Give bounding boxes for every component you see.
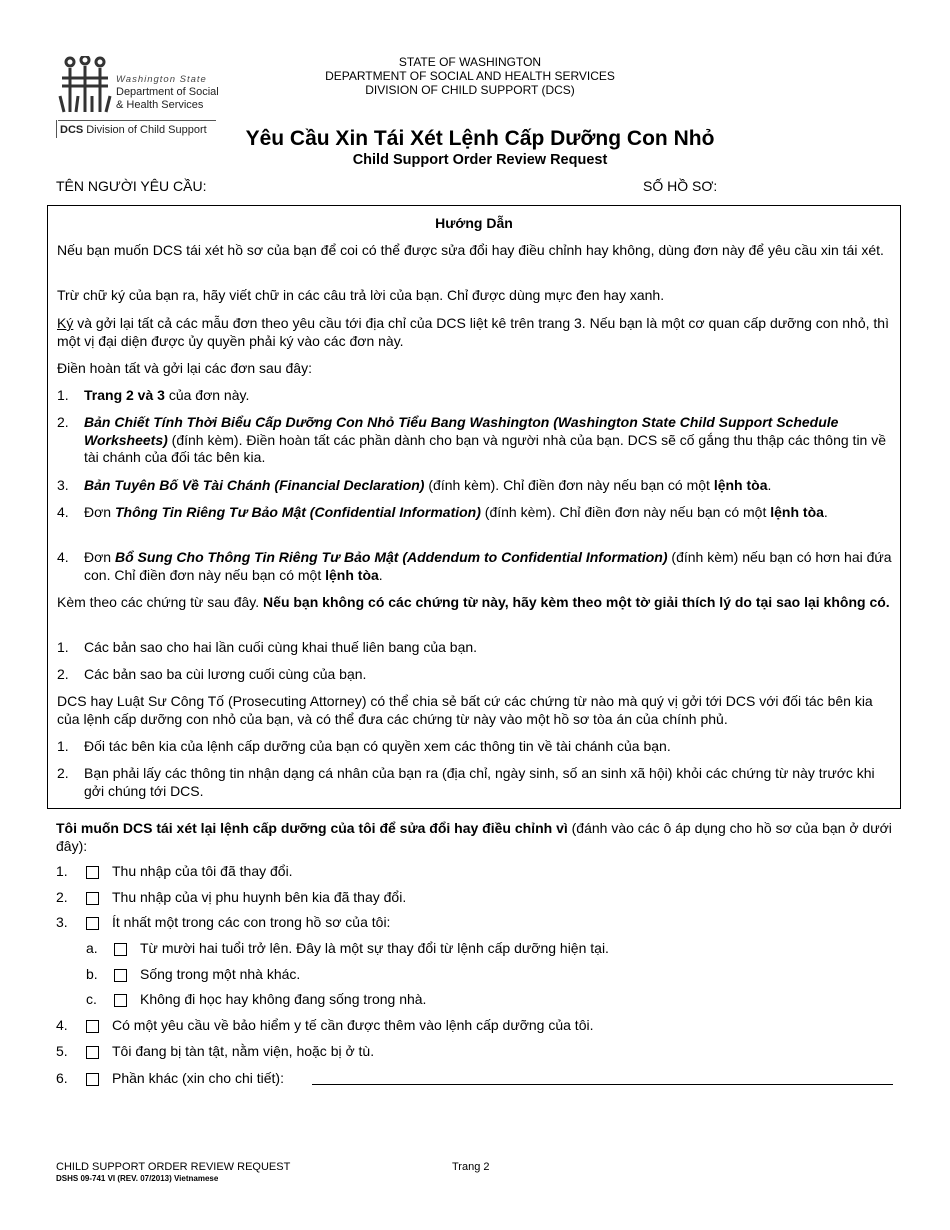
- doc-item-1: Các bản sao cho hai lần cuối cùng khai thuế liên bang của bạn.: [84, 639, 478, 655]
- doc-item-number: 1.: [57, 639, 69, 655]
- page-title: Yêu Cầu Xin Tái Xét Lệnh Cấp Dưỡng Con Nhỏ: [245, 127, 715, 150]
- logo-dept-line1: Department of Social: [116, 86, 219, 98]
- question-child-age-twelve: Từ mười hai tuổi trở lên. Đây là một sự thay đổi từ lệnh cấp dưỡng hiện tại.: [140, 940, 609, 956]
- question-number: 2.: [56, 889, 68, 905]
- form-item-number: 3.: [57, 477, 69, 493]
- form-item-number: 1.: [57, 387, 69, 403]
- form-item-2-text: (đính kèm). Điền hoàn tất các phần dành cho bạn và người nhà của bạn. DCS sẽ cố gắng thu thập các thông tin về tài chánh của đối tác bên kia.: [84, 431, 887, 465]
- form-item-5-end: .: [378, 566, 383, 583]
- instructions-p1: Nếu bạn muốn DCS tái xét hồ sơ của bạn để coi có thể được sửa đổi hay điều chỉnh hay không, dùng đơn này để yêu cầu xin tái xét.: [57, 242, 884, 258]
- question-number: 3.: [56, 914, 68, 930]
- form-item-4-bold: lệnh tòa: [770, 504, 824, 520]
- logo-divider: [58, 120, 216, 121]
- form-item-2: [84, 414, 892, 467]
- question-health-insurance: Có một yêu cầu về bảo hiểm y tế cần được thêm vào lệnh cấp dưỡng của tôi.: [112, 1017, 594, 1033]
- form-item-2-title: Bản Chiết Tính Thời Biểu Cấp Dưỡng Con Nhỏ Tiểu Bang Washington (Washington State Child Support Schedule Worksheets): [84, 414, 839, 448]
- form-item-number: 4.: [57, 549, 69, 565]
- case-number-label: SỐ HỒ SƠ:: [643, 178, 718, 194]
- form-item-3-text: (đính kèm). Chỉ điền đơn này nếu bạn có một: [424, 477, 714, 493]
- agency-line2: DEPARTMENT OF SOCIAL AND HEALTH SERVICES: [325, 69, 615, 83]
- logo-divider-tick: [56, 120, 57, 138]
- form-item-5-title: Bổ Sung Cho Thông Tin Riêng Tư Bảo Mật (Addendum to Confidential Information): [114, 549, 668, 565]
- checkbox-income-changed[interactable]: [86, 866, 99, 879]
- question-child-not-in-school: Không đi học hay không đang sống trong nhà.: [140, 991, 427, 1007]
- footer-form-number: DSHS 09-741 VI (REV. 07/2013) Vietnamese: [56, 1174, 219, 1183]
- instructions-p5: [57, 594, 891, 612]
- checkbox-child-age-twelve[interactable]: [114, 943, 127, 956]
- form-item-5-text: (đính kèm) nếu bạn có hơn hai đứa con. Chỉ điền đơn này nếu bạn có một: [84, 549, 892, 583]
- question-number: 5.: [56, 1043, 68, 1059]
- form-item-5: [84, 549, 892, 584]
- question-child-condition: Ít nhất một trong các con trong hồ sơ của tôi:: [112, 914, 391, 930]
- note-item-2: Bạn phải lấy các thông tin nhận dạng cá nhân của bạn ra (địa chỉ, ngày sinh, số an sinh xã hội) khỏi các chứng từ này trước khi gởi chúng tới DCS.: [84, 765, 875, 799]
- subquestion-letter: b.: [86, 966, 98, 982]
- form-item-1-bold: Trang 2 và 3: [84, 387, 165, 403]
- requester-name-label: TÊN NGƯỜI YÊU CẦU:: [56, 178, 207, 194]
- form-item-4-text: (đính kèm). Chỉ điền đơn này nếu bạn có một: [480, 504, 771, 520]
- request-intro: [56, 820, 896, 855]
- question-other-reason: Phần khác (xin cho chi tiết):: [112, 1070, 284, 1086]
- question-income-changed: Thu nhập của tôi đã thay đổi.: [112, 863, 293, 879]
- other-reason-input[interactable]: [312, 1084, 893, 1085]
- checkbox-child-other-home[interactable]: [114, 969, 127, 982]
- form-item-4: [84, 504, 892, 522]
- form-item-3-bold: lệnh tòa: [713, 477, 768, 493]
- sign-word: Ký: [57, 315, 74, 331]
- instructions-p3: [57, 315, 891, 350]
- checkbox-disabled-hospitalized[interactable]: [86, 1046, 99, 1059]
- instructions-p6: DCS hay Luật Sư Công Tố (Prosecuting Attorney) có thể chia sẻ bất cứ các chứng từ nào mà quý vị gởi tới DCS với đối tác bên kia của lệnh cấp dưỡng con nhỏ của bạn, và có thể đưa các chứng từ này vào một hồ sơ tòa án của chính phủ.: [57, 693, 873, 727]
- logo-dept-line2: & Health Services: [116, 99, 204, 111]
- doc-item-number: 2.: [57, 666, 69, 682]
- form-item-number: 2.: [57, 414, 69, 430]
- instructions-heading: Hướng Dẫn: [435, 215, 513, 231]
- question-child-other-home: Sống trong một nhà khác.: [140, 966, 301, 982]
- form-item-4-end: .: [823, 504, 828, 520]
- agency-line1: STATE OF WASHINGTON: [398, 55, 542, 69]
- form-item-4-pre: Đơn: [84, 504, 115, 520]
- form-item-number: 4.: [57, 504, 69, 520]
- page-number: Trang 2: [452, 1161, 490, 1173]
- request-intro-text: (đánh vào các ô áp dụng cho hồ sơ của bạn ở dưới đây):: [56, 820, 892, 854]
- question-other-parent-income: Thu nhập của vị phu huynh bên kia đã thay đổi.: [112, 889, 407, 905]
- checkbox-other-parent-income[interactable]: [86, 892, 99, 905]
- form-item-1-text: của đơn này.: [164, 387, 250, 403]
- subquestion-letter: c.: [86, 991, 97, 1007]
- question-number: 1.: [56, 863, 68, 879]
- note-item-number: 1.: [57, 738, 69, 754]
- agency-header: [240, 55, 700, 97]
- form-item-3-title: Bản Tuyên Bố Về Tài Chánh (Financial Declaration): [84, 477, 425, 493]
- doc-item-2: Các bản sao ba cùi lương cuối cùng của bạn.: [84, 666, 367, 682]
- subquestion-letter: a.: [86, 940, 98, 956]
- agency-line3: DIVISION OF CHILD SUPPORT (DCS): [365, 83, 575, 97]
- checkbox-child-not-in-school[interactable]: [114, 994, 127, 1007]
- form-item-3: [84, 477, 892, 495]
- footer-form-title: CHILD SUPPORT ORDER REVIEW REQUEST: [56, 1161, 291, 1173]
- question-number: 4.: [56, 1017, 68, 1033]
- instructions-p5-bold: Nếu bạn không có các chứng từ này, hãy kèm theo một tờ giải thích lý do tại sao lại không có.: [263, 594, 890, 610]
- instructions-box: [47, 205, 901, 809]
- form-item-5-pre: Đơn: [84, 549, 115, 565]
- instructions-p5-text: Kèm theo các chứng từ sau đây.: [57, 594, 264, 610]
- form-item-5-bold: lệnh tòa: [325, 566, 379, 583]
- note-item-number: 2.: [57, 765, 69, 781]
- question-number: 6.: [56, 1070, 68, 1086]
- checkbox-child-condition[interactable]: [86, 917, 99, 930]
- checkbox-other-reason[interactable]: [86, 1073, 99, 1086]
- logo-division-text: Division of Child Support: [86, 124, 207, 136]
- form-item-4-title: Thông Tin Riêng Tư Bảo Mật (Confidential Information): [114, 504, 481, 520]
- question-disabled-hospitalized: Tôi đang bị tàn tật, nằm viện, hoặc bị ở tù.: [112, 1043, 375, 1059]
- instructions-p3-text: và gởi lại tất cả các mẫu đơn theo yêu cầu tới địa chỉ của DCS liệt kê trên trang 3. Nếu bạn là một cơ quan cấp dưỡng con nhỏ, thì một vị đại diện được ủy quyền phải ký vào các đơn này.: [57, 315, 889, 349]
- checkbox-health-insurance[interactable]: [86, 1020, 99, 1033]
- note-item-1: Đối tác bên kia của lệnh cấp dưỡng của bạn có quyền xem các thông tin về tài chánh của bạn.: [84, 738, 671, 754]
- logo-dcs-abbr: DCS: [60, 124, 84, 136]
- dshs-emblem-icon: [56, 56, 114, 116]
- logo-state-text: Washington State: [116, 74, 207, 85]
- form-item-1: [84, 387, 892, 405]
- form-item-3-end: .: [767, 477, 772, 493]
- instructions-p4: Điền hoàn tất và gởi lại các đơn sau đây:: [57, 360, 312, 376]
- page-subtitle: Child Support Order Review Request: [352, 152, 608, 168]
- request-intro-bold: Tôi muốn DCS tái xét lại lệnh cấp dưỡng của tôi để sửa đổi hay điều chỉnh vì: [56, 820, 568, 836]
- instructions-p2: Trừ chữ ký của bạn ra, hãy viết chữ in các câu trả lời của bạn. Chỉ được dùng mực đen hay xanh.: [57, 287, 665, 303]
